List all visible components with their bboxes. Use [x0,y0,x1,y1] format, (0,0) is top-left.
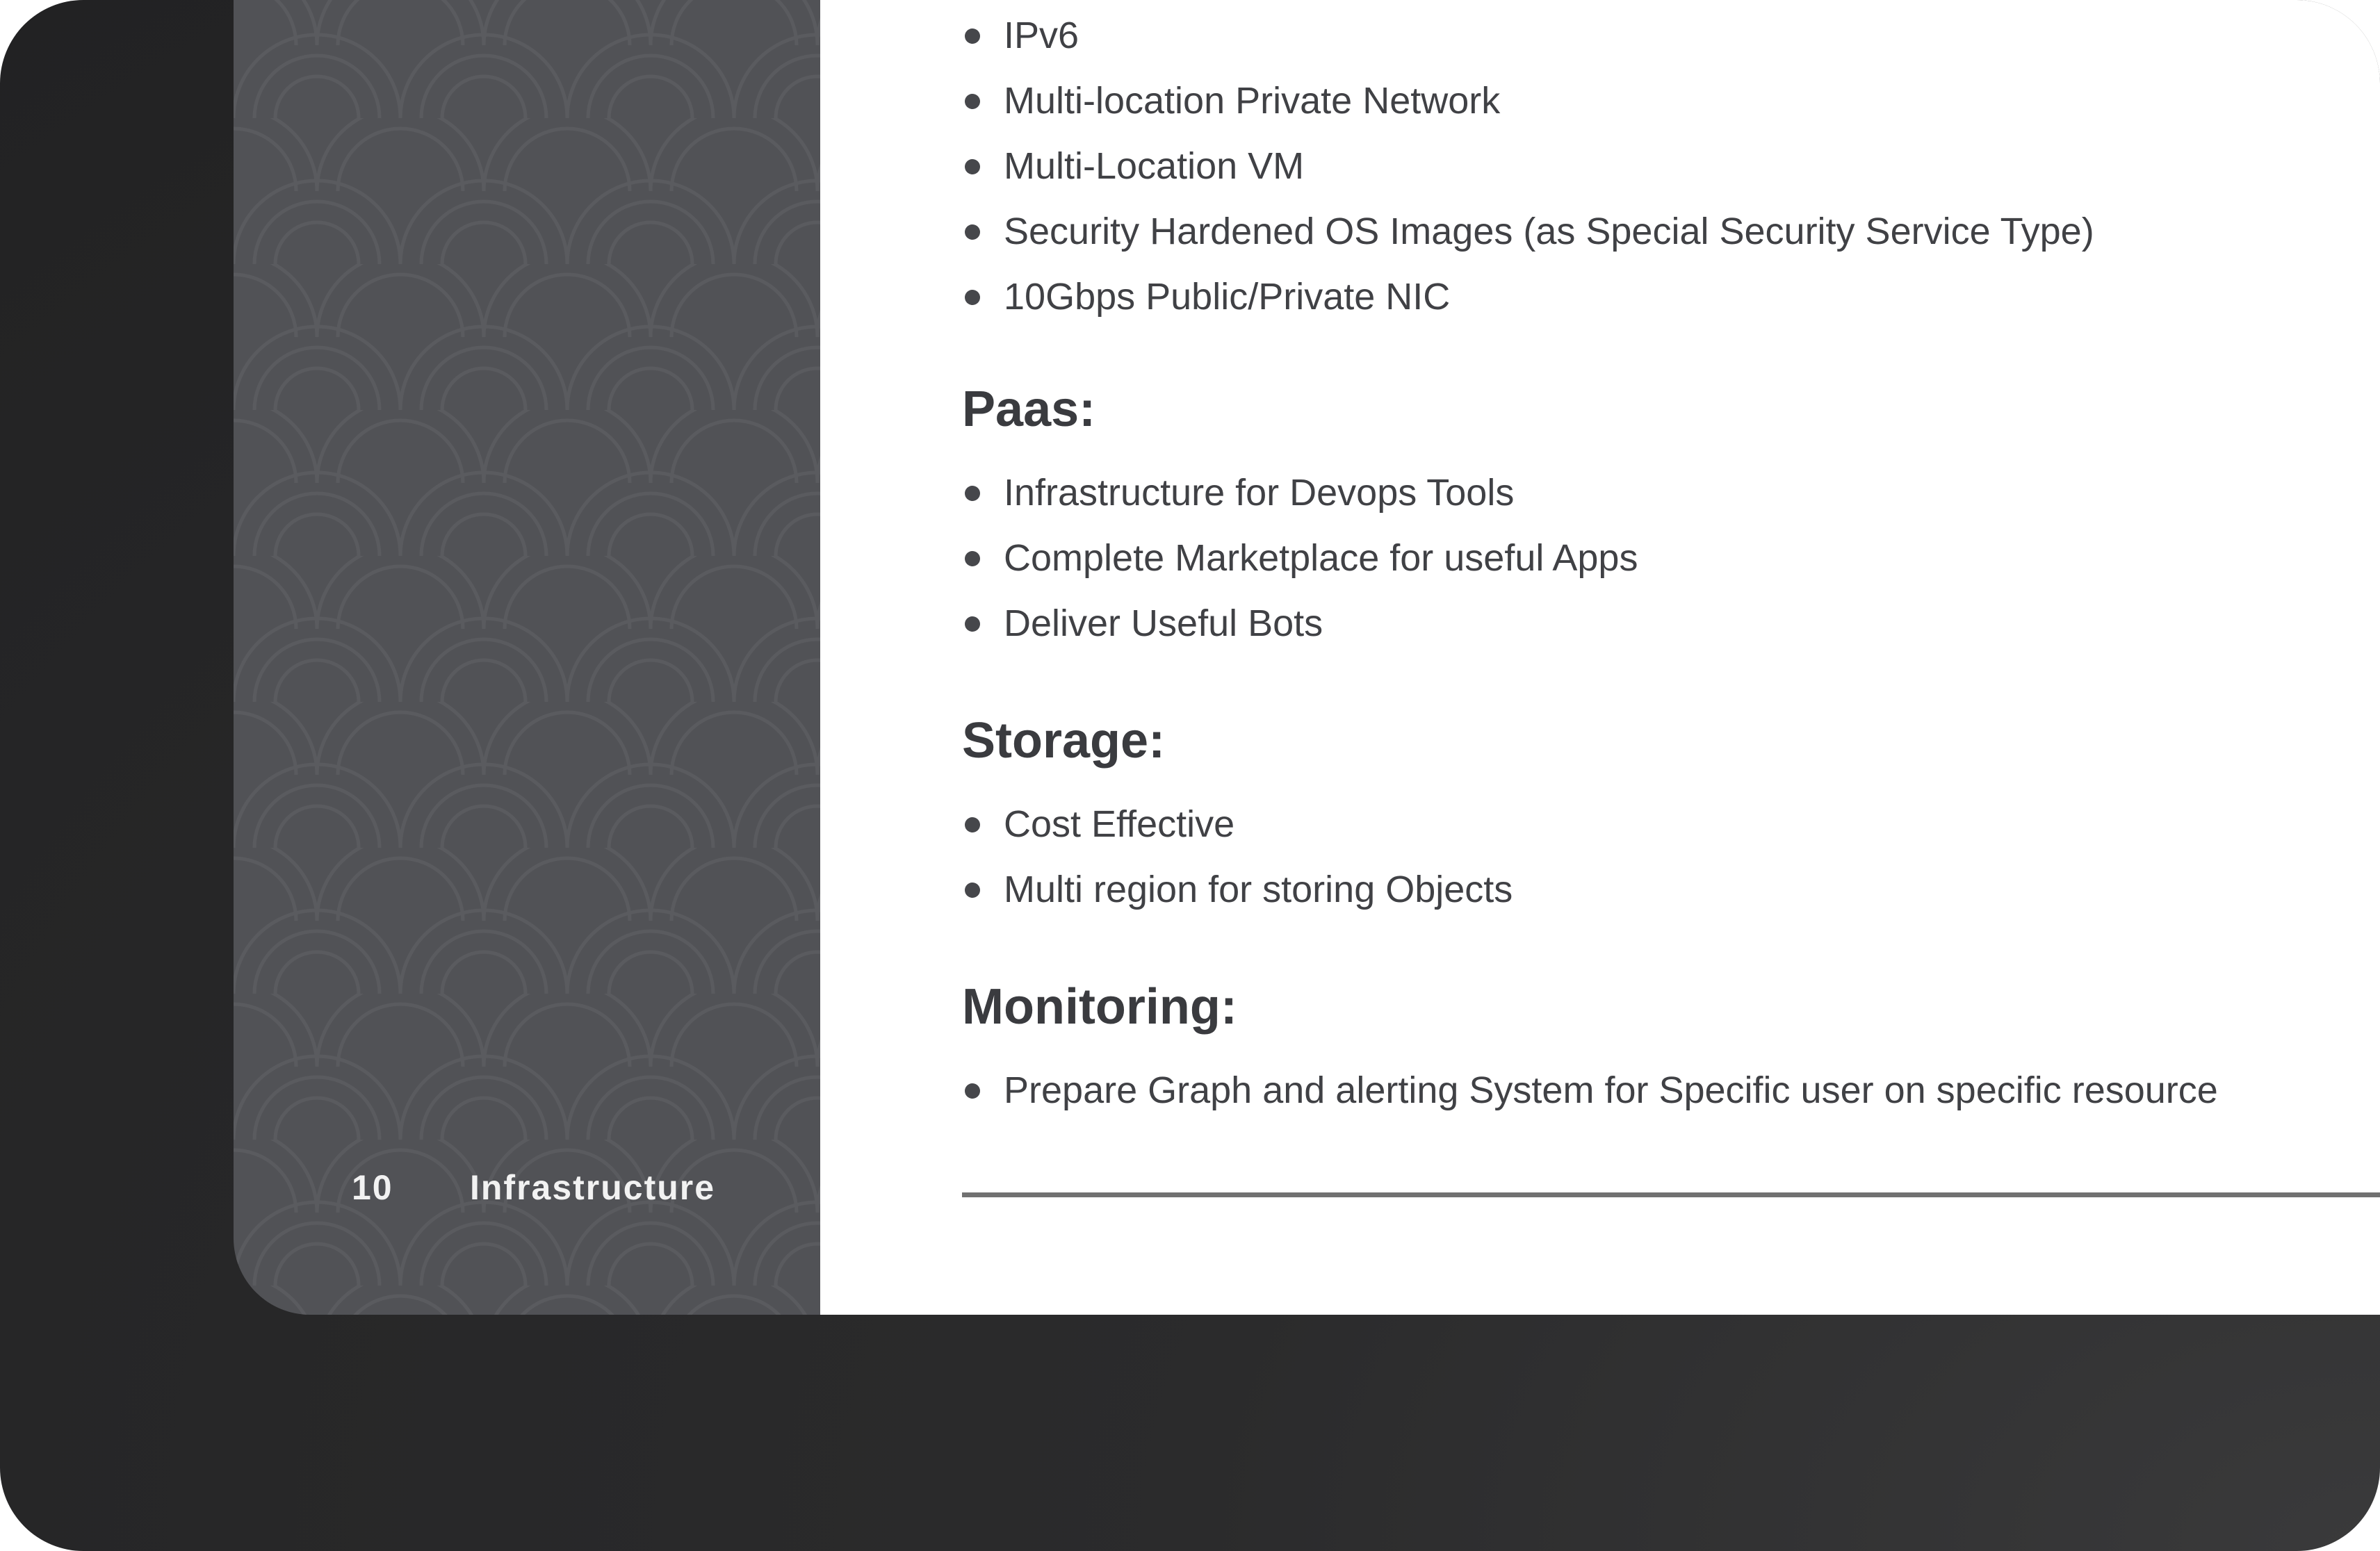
list-item [962,133,2352,199]
page-content [820,0,2380,1315]
list-item [962,460,2352,525]
list-item-text: Multi region for storing Objects [1004,869,1513,910]
list-item-text: Deliver Useful Bots [1004,602,1323,644]
list-item-text: Multi-Location VM [1004,145,1305,187]
list-item-text: Complete Marketplace for useful Apps [1004,537,1638,579]
iaas-feature-list [962,3,2352,329]
list-item-text: Cost Effective [1004,803,1235,845]
paas-section [962,378,2352,656]
bullet-icon [965,486,980,501]
list-item-text: Security Hardened OS Images (as Special Security Service Type) [1004,211,2094,252]
list-item [962,791,2352,857]
bullet-icon [965,1083,980,1099]
bullet-icon [965,817,980,832]
monitoring-section [962,976,2352,1123]
sidebar-panel [234,0,820,1315]
bullet-icon [965,290,980,305]
storage-feature-list [962,791,2352,922]
iaas-continued-section [962,3,2352,329]
scale-pattern-decoration [234,0,820,1315]
list-item [962,264,2352,329]
list-item-text: IPv6 [1004,15,1079,56]
storage-heading: Storage: [962,713,1166,769]
list-item-text: Infrastructure for Devops Tools [1004,472,1515,514]
list-item-text: 10Gbps Public/Private NIC [1004,276,1451,318]
bullet-icon [965,883,980,898]
bullet-icon [965,551,980,566]
list-item [962,199,2352,264]
section-title: Infrastructure [470,1168,716,1207]
monitoring-feature-list [962,1058,2352,1123]
list-item-text: Prepare Graph and alerting System for Specific user on specific resource [1004,1069,2218,1111]
bullet-icon [965,94,980,109]
paas-heading: Paas: [962,381,1096,437]
section-divider [962,1192,2380,1197]
list-item [962,525,2352,591]
bullet-icon [965,224,980,240]
list-item [962,591,2352,656]
list-item [962,68,2352,133]
page-number: 10 [352,1168,393,1207]
paas-feature-list [962,460,2352,656]
list-item [962,3,2352,68]
bullet-icon [965,616,980,632]
monitoring-heading: Monitoring: [962,979,1237,1035]
bullet-icon [965,159,980,174]
storage-section [962,709,2352,922]
bullet-icon [965,28,980,44]
list-item [962,1058,2352,1123]
list-item [962,857,2352,922]
list-item-text: Multi-location Private Network [1004,80,1501,122]
